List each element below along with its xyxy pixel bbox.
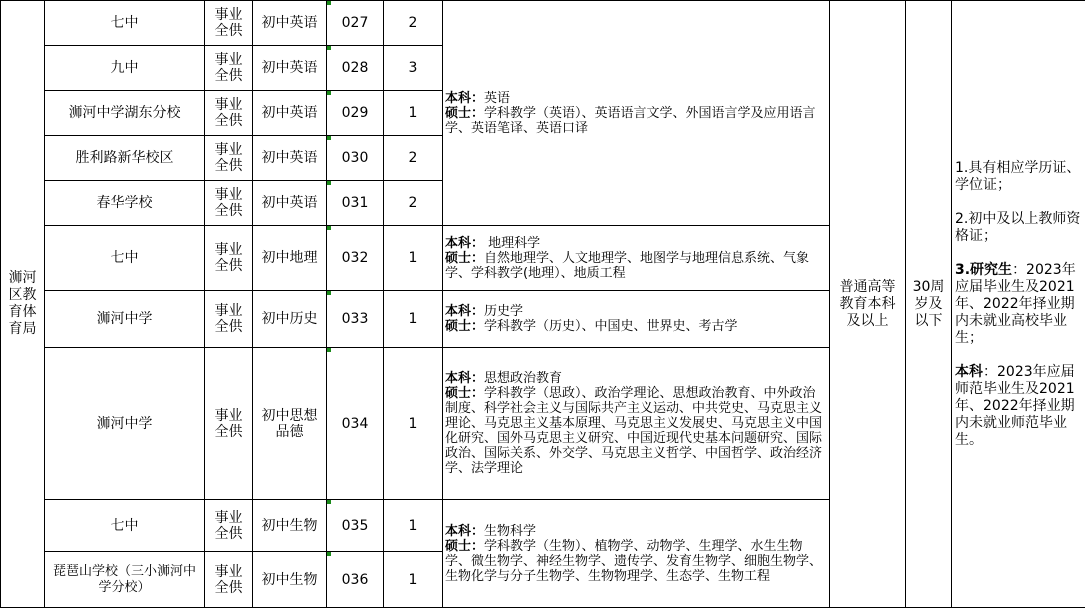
type-cell: 事业全供 [205,46,253,91]
school-cell: 浉河中学 [45,291,205,348]
position-cell: 初中地理 [253,226,327,291]
school-cell: 七中 [45,500,205,552]
bk-text: 思想政治教育 [484,371,563,386]
bk-text: 英语 [484,90,511,106]
condition-4-text: ：2023年应届师范毕业生及2021年、2022年择业期内未就业师范毕业生。 [955,363,1075,448]
cell-marker [327,226,331,230]
type-cell: 事业全供 [205,500,253,552]
ss-label: 硕士： [445,386,485,401]
ss-label: 硕士： [445,538,485,554]
cell-marker [327,1,331,5]
school-cell: 七中 [45,226,205,291]
position-cell: 初中英语 [253,46,327,91]
code-cell [327,291,384,348]
cell-marker [327,348,331,352]
code-value: 029 [341,105,369,121]
ss-text: 学科教学（英语）、英语语言文学、外国语言学及应用语言学、英语笔译、英语口译 [445,105,816,136]
major-politics-cell [443,348,830,500]
code-cell [327,46,384,91]
count-cell: 1 [384,226,443,291]
count-cell: 1 [384,91,443,136]
bk-label: 本科： [445,523,485,539]
bk-label: 本科： [445,304,485,319]
code-value: 032 [341,250,369,266]
position-cell: 初中英语 [253,1,327,46]
count-cell: 3 [384,46,443,91]
type-cell: 事业全供 [205,348,253,500]
cell-marker [327,91,331,95]
code-cell [327,136,384,181]
type-cell: 事业全供 [205,91,253,136]
education-cell: 普通高等教育本科及以上 [830,1,906,608]
count-cell: 2 [384,1,443,46]
code-cell [327,181,384,226]
code-cell [327,1,384,46]
bk-text: 地理科学 [484,235,541,251]
cell-marker [327,291,331,295]
type-cell: 事业全供 [205,291,253,348]
code-cell [327,226,384,291]
position-cell: 初中英语 [253,136,327,181]
bk-text: 历史学 [484,304,524,319]
count-cell: 1 [384,500,443,552]
condition-3-label: 3.研究生 [955,261,1013,278]
table-row [1,1,1085,46]
code-cell [327,91,384,136]
bk-label: 本科： [445,235,485,251]
type-cell: 事业全供 [205,181,253,226]
cell-marker [327,181,331,185]
major-biology-cell [443,500,830,608]
school-cell: 琵琶山学校（三小浉河中学分校） [45,552,205,608]
school-cell: 春华学校 [45,181,205,226]
code-cell [327,500,384,552]
bk-label: 本科： [445,371,485,386]
position-cell: 初中历史 [253,291,327,348]
type-cell: 事业全供 [205,226,253,291]
school-cell: 浉河中学 [45,348,205,500]
count-cell: 1 [384,552,443,608]
ss-label: 硕士： [445,105,485,121]
school-cell: 七中 [45,1,205,46]
code-value: 033 [341,311,369,327]
ss-label: 硕士： [445,250,485,266]
cell-marker [327,552,331,556]
type-cell: 事业全供 [205,552,253,608]
code-value: 035 [341,517,369,534]
position-cell: 初中生物 [253,500,327,552]
cell-marker [327,500,331,504]
position-cell: 初中思想品德 [253,348,327,500]
code-value: 036 [341,571,369,588]
position-cell: 初中英语 [253,181,327,226]
major-english-cell [443,1,830,226]
code-value: 027 [341,15,369,31]
code-value: 028 [341,60,369,76]
condition-4 [955,364,1082,449]
type-cell: 事业全供 [205,1,253,46]
count-cell: 1 [384,291,443,348]
ss-text: 学科教学（历史）、中国史、世界史、考古学 [484,319,738,334]
position-cell: 初中英语 [253,91,327,136]
ss-text: 自然地理学、人文地理学、地图学与地理信息系统、气象学、学科教学(地理）、地质工程 [445,250,810,281]
count-cell: 2 [384,136,443,181]
condition-2: 2.初中及以上教师资格证； [955,210,1081,244]
major-history-cell [443,291,830,348]
major-geography-cell [443,226,830,291]
count-cell: 1 [384,348,443,500]
condition-4-label: 本科 [955,363,983,380]
school-cell: 胜利路新华校区 [45,136,205,181]
ss-text: 学科教学（生物）、植物学、动物学、生理学、水生生物学、微生物学、神经生物学、遗传学、发育生物学、细胞生物学、生物化学与分子生物学、生物物理学、生态学、生物工程 [445,538,823,584]
position-cell: 初中生物 [253,552,327,608]
code-cell [327,348,384,500]
type-cell: 事业全供 [205,136,253,181]
condition-3-text: ：2023年应届毕业生及2021年、2022年择业期内未就业高校毕业生； [955,261,1076,346]
conditions-cell [952,1,1085,608]
cell-marker [327,46,331,50]
code-value: 031 [341,195,369,211]
bk-label: 本科： [445,90,485,106]
condition-1: 1.具有相应学历证、学位证； [955,159,1081,193]
age-cell: 30周岁及以下 [906,1,952,608]
ss-label: 硕士： [445,319,485,334]
count-cell: 2 [384,181,443,226]
code-cell [327,552,384,608]
bk-text: 生物科学 [484,523,537,539]
school-cell: 九中 [45,46,205,91]
ss-text: 学科教学（思政）、政治学理论、思想政治教育、中外政治制度、科学社会主义与国际共产主义运动、中共党史、马克思主义理论、马克思主义基本原理、马克思主义发展史、马克思主义中国化研究、国外马克思主义研究、中国近现代史基本问题研究、国际政治、国际关系、外交学、马克思主义哲学、中国哲学、政治经济学、法学理论 [445,386,823,476]
cell-marker [327,136,331,140]
code-value: 030 [341,150,369,166]
condition-3 [955,262,1082,347]
code-value: 034 [341,415,369,432]
department-cell: 浉河区教育体育局 [1,1,45,608]
school-cell: 浉河中学湖东分校 [45,91,205,136]
